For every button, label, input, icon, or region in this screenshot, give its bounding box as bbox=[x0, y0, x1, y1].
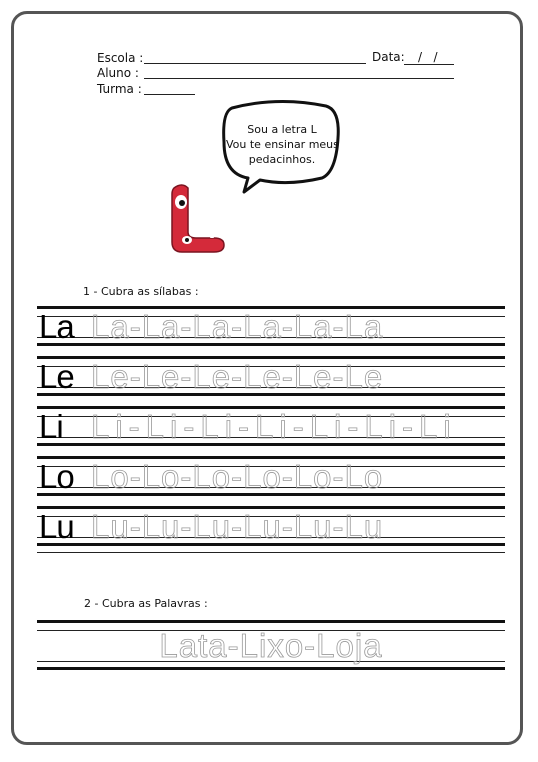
bubble-line-2: Vou te ensinar meus bbox=[226, 138, 339, 151]
escola-field[interactable] bbox=[144, 63, 366, 64]
trace-syllables[interactable]: Li-Li-Li-Li-Li-Li-Li bbox=[91, 408, 457, 445]
trace-syllables[interactable]: Lo-Lo-Lo-Lo-Lo-Lo bbox=[91, 458, 384, 495]
bubble-line-1: Sou a letra L bbox=[247, 123, 317, 136]
model-syllable: Lu bbox=[39, 508, 74, 545]
turma-label: Turma : bbox=[97, 82, 142, 96]
syllable-row-la bbox=[37, 306, 505, 346]
word-trace-row bbox=[37, 620, 505, 670]
turma-field[interactable] bbox=[144, 94, 195, 95]
speech-bubble-text bbox=[226, 122, 338, 167]
model-syllable: Lo bbox=[39, 458, 74, 495]
aluno-label: Aluno : bbox=[97, 66, 139, 80]
data-field[interactable] bbox=[404, 64, 454, 65]
data-value: / / bbox=[418, 50, 438, 64]
syllable-row-le bbox=[37, 356, 505, 396]
trace-words[interactable]: Lata-Lixo-Loja bbox=[159, 627, 383, 664]
syllable-row-li bbox=[37, 406, 505, 446]
grid-bottom-line bbox=[37, 552, 505, 553]
letter-l-mascot-icon bbox=[166, 182, 228, 256]
escola-label: Escola : bbox=[97, 51, 144, 65]
syllable-grid bbox=[37, 306, 505, 546]
model-syllable: Li bbox=[39, 408, 63, 445]
model-syllable: Le bbox=[39, 358, 74, 395]
model-syllable: La bbox=[39, 308, 74, 345]
section1-title: 1 - Cubra as sílabas : bbox=[83, 285, 199, 298]
aluno-field[interactable] bbox=[144, 78, 454, 79]
section2-title: 2 - Cubra as Palavras : bbox=[84, 597, 208, 610]
bubble-line-3: pedacinhos. bbox=[248, 153, 316, 166]
trace-syllables[interactable]: Lu-Lu-Lu-Lu-Lu-Lu bbox=[91, 508, 384, 545]
data-label: Data: bbox=[372, 50, 405, 64]
trace-syllables[interactable]: La-La-La-La-La-La bbox=[91, 308, 384, 345]
syllable-row-lu bbox=[37, 506, 505, 546]
trace-syllables[interactable]: Le-Le-Le-Le-Le-Le bbox=[91, 358, 384, 395]
syllable-row-lo bbox=[37, 456, 505, 496]
